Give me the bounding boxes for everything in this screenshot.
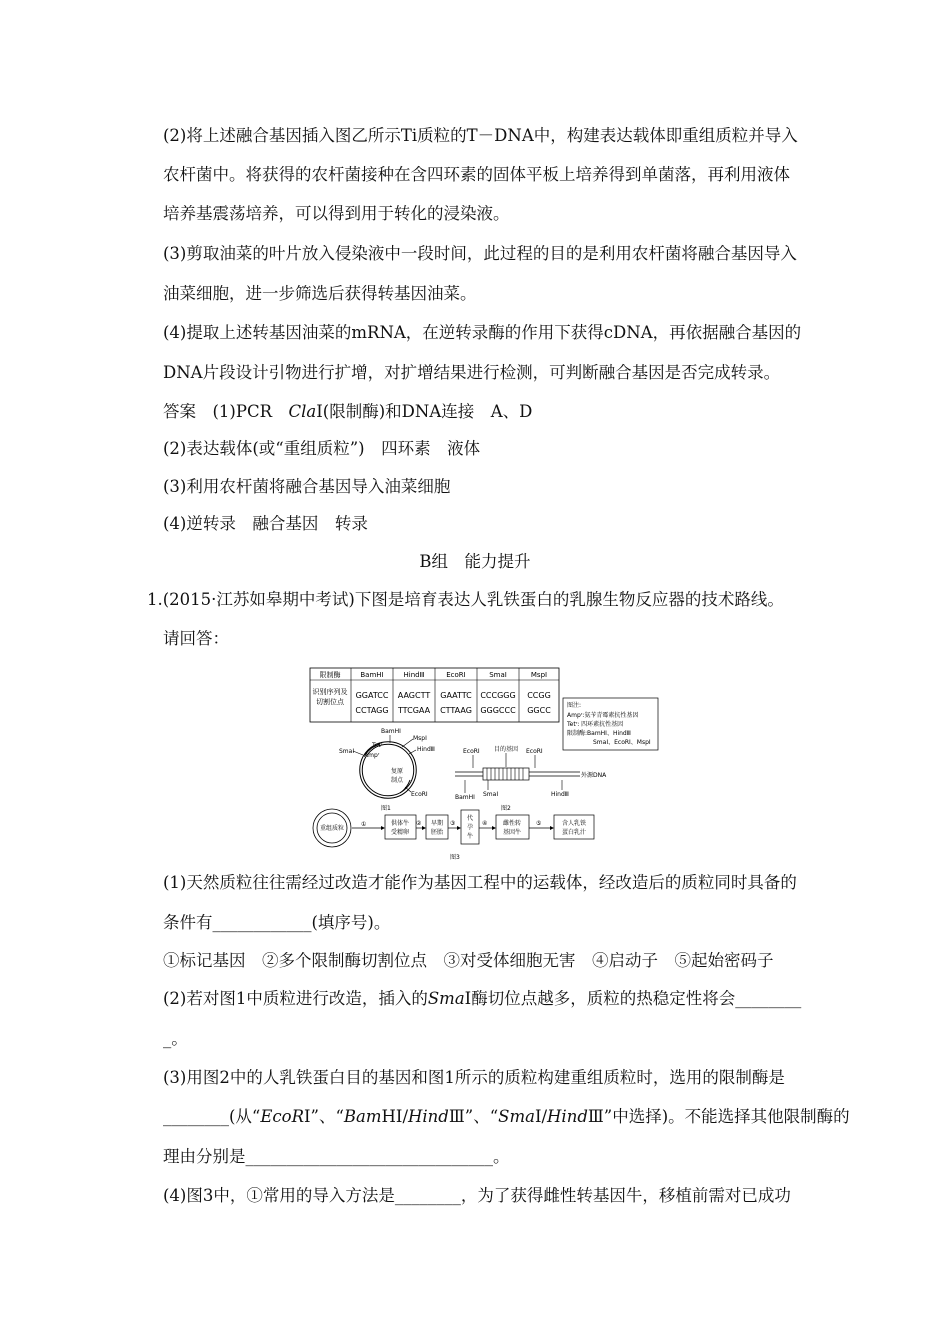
enzyme-italic: EcoR (260, 1107, 305, 1126)
question-line: 1.(2015·江苏如皋期中考试)下图是培育表达人乳铁蛋白的乳腺生物反应器的技术路线。 (147, 590, 784, 609)
enzyme-italic: Sma (498, 1107, 535, 1126)
table-header: 识别序列及 (312, 688, 348, 696)
plasmid-diagram (339, 728, 435, 812)
target-gene-label: 目的基因 (494, 746, 519, 753)
text-line (163, 1106, 850, 1128)
site-label: SmaⅠ (483, 791, 499, 798)
site-label: EcoRⅠ (411, 791, 428, 798)
flow-box: 牛 (466, 833, 474, 840)
flow-box: 代 (466, 815, 474, 822)
text-line: _。 (163, 1029, 188, 1048)
figure-caption: 图1 (381, 805, 391, 812)
step-number: ④ (482, 820, 488, 827)
text-span: Ⅰ/ (534, 1107, 548, 1126)
flow-box: 雌性转 (502, 820, 522, 827)
table-header: 切割位点 (316, 698, 344, 706)
options-line: ①标记基因 ②多个限制酶切割位点 ③对受体细胞无害 ④启动子 ⑤起始密码子 (163, 951, 774, 970)
text-line: 条件有____________(填序号)。 (163, 913, 391, 932)
text-line: DNA片段设计引物进行扩增，对扩增结果进行检测，可判断融合基因是否完成转录。 (163, 363, 781, 382)
text-span: Ⅲ”中选择)。不能选择其他限制酶的 (587, 1107, 850, 1126)
answer-text: 答案 (1)PCR (163, 402, 289, 421)
text-span: ________(从“ (163, 1107, 261, 1126)
text-line: 培养基震荡培养，可以得到用于转化的浸染液。 (163, 204, 510, 223)
step-number: ① (361, 821, 367, 828)
site-label: MspⅠ (413, 735, 427, 742)
legend-item: SmaⅠ、EcoRⅠ、MspⅠ (593, 739, 651, 746)
step-number: ② (416, 820, 422, 827)
site-label: EcoRⅠ (463, 748, 480, 755)
text-span: Ⅰ酶切位点越多，质粒的热稳定性将会________ (464, 989, 802, 1008)
enzyme-italic: Hind (547, 1107, 588, 1126)
legend-box (563, 698, 658, 750)
enzyme-italic: Sma (427, 989, 465, 1008)
text-line: (3)用图2中的人乳铁蛋白目的基因和图1所示的质粒构建重组质粒时，选用的限制酶是 (163, 1068, 785, 1087)
site-label: SmaⅠ (339, 748, 355, 755)
sequence: CCGG (527, 691, 551, 700)
step-number: ③ (450, 820, 456, 827)
text-line: (4)图3中，①常用的导入方法是________，为了获得雌性转基因牛，移植前需对已成功 (163, 1186, 791, 1205)
site-label: BamHⅠ (381, 728, 401, 735)
step-number: ⑤ (536, 820, 542, 827)
enzyme-italic: Hind (408, 1107, 449, 1126)
flow-box: 受精卵 (390, 829, 410, 836)
legend-item: 限制酶:BamHⅠ、HindⅢ (567, 730, 631, 737)
sequence: AAGCTT (397, 691, 431, 700)
enzyme-name: MspⅠ (530, 671, 548, 679)
site-label: EcoRⅠ (526, 748, 543, 755)
flow-box: 含人乳铁 (561, 820, 587, 827)
sequence: CCCGGG (480, 691, 516, 700)
enzyme-name: EcoRⅠ (446, 671, 466, 679)
enzyme-italic: Cla (288, 402, 317, 421)
answer-line (163, 401, 532, 423)
site-label: HindⅢ (551, 791, 569, 798)
enzyme-name: BamHⅠ (360, 671, 384, 679)
sequence: CTTAAG (440, 706, 472, 715)
figure-caption: 图2 (501, 805, 511, 812)
dna-diagram (455, 745, 607, 812)
text-line: 理由分别是______________________________。 (163, 1147, 510, 1166)
flow-box: 蛋白乳汁 (561, 829, 587, 836)
text-line: 油菜细胞，进一步筛选后获得转基因油菜。 (163, 284, 477, 303)
text-line: (3)利用农杆菌将融合基因导入油菜细胞 (163, 477, 451, 496)
figure-caption: 图3 (450, 854, 460, 861)
foreign-dna-label: 外源DNA (581, 772, 607, 779)
enzyme-name: HindⅢ (403, 671, 425, 679)
site-label: Ampʳ (364, 752, 380, 759)
text-line: 农杆菌中。将获得的农杆菌接种在含四环素的固体平板上培养得到单菌落，再利用液体 (163, 165, 790, 184)
sequence: GGCC (527, 706, 551, 715)
table-header: 限制酶 (319, 671, 341, 679)
text-span: HⅠ/ (381, 1107, 408, 1126)
text-line: (4)逆转录 融合基因 转录 (163, 514, 368, 533)
text-line: (1)天然质粒往往需经过改造才能作为基因工程中的运载体，经改造后的质粒同时具备的 (163, 873, 797, 892)
enzyme-italic: Bam (343, 1107, 382, 1126)
flow-box: 胚胎 (430, 829, 444, 836)
text-line: (2)将上述融合基因插入图乙所示Ti质粒的T－DNA中，构建表达载体即重组质粒并导入 (163, 126, 798, 145)
flow-start: 重组质粒 (319, 825, 345, 832)
text-line: (2)表达载体(或“重组质粒”) 四环素 液体 (163, 439, 481, 458)
site-label: HindⅢ (417, 746, 435, 753)
sequence: CCTAGG (355, 706, 389, 715)
site-label: 复原 (391, 768, 404, 775)
legend-item: Ampʳ:氨苄青霉素抗性基因 (567, 712, 639, 719)
site-label: 制点 (391, 777, 404, 784)
enzyme-name: SmaⅠ (489, 671, 507, 679)
flow-box: 基因牛 (502, 829, 522, 836)
legend-item: Tetʳ: 四环素抗性基因 (567, 721, 624, 728)
enzyme-table (310, 668, 559, 722)
flow-box: 供体牛 (390, 820, 410, 827)
flow-diagram (313, 809, 594, 861)
text-line (163, 988, 801, 1010)
legend-title: 图注: (567, 702, 582, 709)
text-span: Ⅰ”、“ (304, 1107, 344, 1126)
section-title: B组 能力提升 (419, 552, 531, 571)
text-line: (4)提取上述转基因油菜的mRNA，在逆转录酶的作用下获得cDNA，再依据融合基因的 (163, 323, 802, 342)
sequence: GGATCC (355, 691, 389, 700)
flow-box: 早期 (430, 820, 444, 827)
text-span: (2)若对图1中质粒进行改造，插入的 (163, 989, 428, 1008)
text-span: Ⅲ”、“ (448, 1107, 499, 1126)
question-line: 请回答： (163, 629, 229, 648)
figure-diagram (305, 665, 660, 865)
text-line: (3)剪取油菜的叶片放入侵染液中一段时间，此过程的目的是利用农杆菌将融合基因导入 (163, 244, 797, 263)
site-label: BamHⅠ (455, 794, 475, 801)
sequence: GAATTC (440, 691, 472, 700)
site-label: Tetʳ (372, 742, 383, 749)
flow-box: 孕 (466, 824, 474, 831)
sequence: GGGCCC (480, 706, 516, 715)
answer-text: Ⅰ(限制酶)和DNA连接 A、D (316, 402, 533, 421)
sequence: TTCGAA (397, 706, 431, 715)
